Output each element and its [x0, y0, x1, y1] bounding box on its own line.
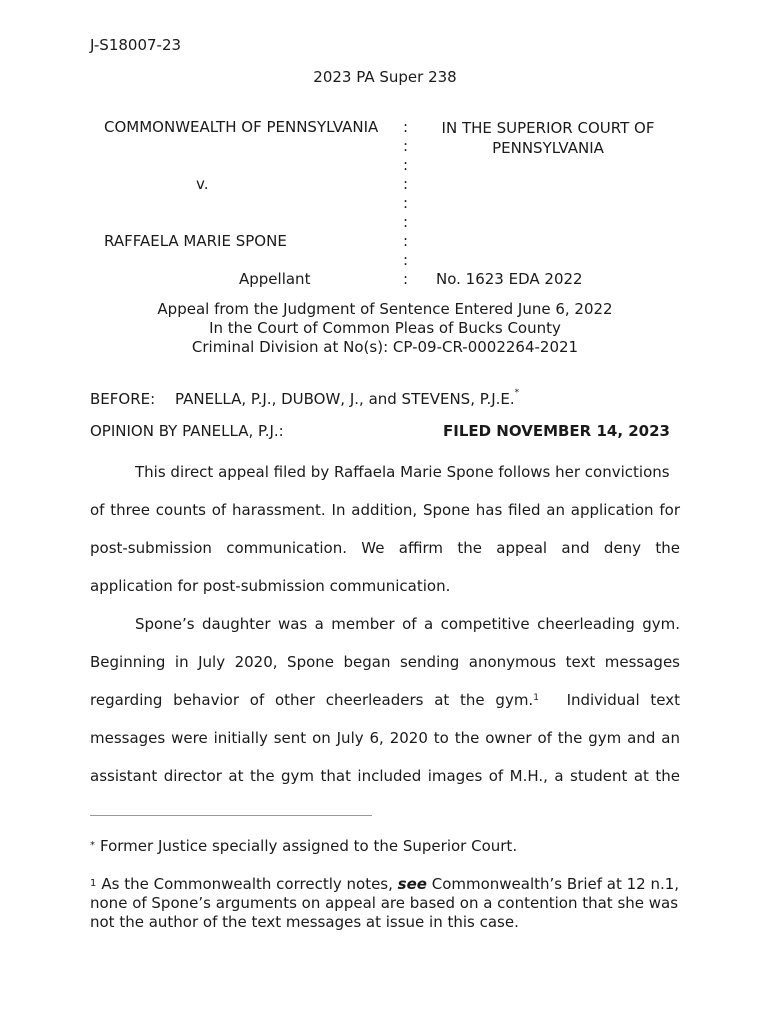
- body-line: post-submission communication. We affirm the appeal and deny the: [90, 539, 680, 557]
- footnote-star-text: Former Justice specially assigned to the Superior Court.: [100, 837, 518, 855]
- appeal-line-2: In the Court of Common Pleas of Bucks County: [209, 319, 561, 337]
- footnote-1-text-b: Commonwealth’s Brief at 12 n.1,: [431, 875, 680, 893]
- caption-colon: :: [403, 232, 409, 250]
- footnote-1-marker: 1: [90, 878, 97, 889]
- body-line-with-footnote: [90, 690, 680, 710]
- footnote-1: [90, 875, 685, 932]
- party-commonwealth: COMMONWEALTH OF PENNSYLVANIA: [104, 118, 379, 136]
- caption-colon: :: [403, 156, 409, 174]
- appeal-line-1: Appeal from the Judgment of Sentence Entered June 6, 2022: [157, 300, 613, 318]
- court-caption: [436, 118, 676, 288]
- body-text-segment: regarding behavior of other cheerleaders at the gym.: [90, 691, 534, 709]
- body-line: messages were initially sent on July 6, 2020 to the owner of the gym and an: [90, 729, 680, 747]
- appeal-description: [0, 300, 770, 357]
- filed-date: FILED NOVEMBER 14, 2023: [443, 422, 670, 440]
- appellant-role: Appellant: [239, 270, 311, 288]
- body-text-segment: Individual text: [566, 691, 680, 709]
- body-line: This direct appeal filed by Raffaela Marie Spone follows her convictions: [135, 463, 670, 481]
- docket-number: J-S18007-23: [90, 36, 182, 54]
- before-label: BEFORE:: [90, 390, 156, 408]
- versus: v.: [196, 175, 209, 193]
- caption-colon: :: [403, 194, 409, 212]
- footnote-star-marker: *: [90, 840, 95, 851]
- caption-colon: :: [403, 270, 409, 288]
- court-name-line2: PENNSYLVANIA: [492, 139, 604, 157]
- caption-colon: :: [403, 251, 409, 269]
- case-citation: 2023 PA Super 238: [313, 68, 457, 86]
- docket-no: No. 1623 EDA 2022: [436, 270, 583, 288]
- party-appellant-name: RAFFAELA MARIE SPONE: [104, 232, 287, 250]
- footnote-1-line-2: none of Spone’s arguments on appeal are based on a contention that she was: [90, 894, 679, 912]
- caption-colon: :: [403, 175, 409, 193]
- body-line: Beginning in July 2020, Spone began sending anonymous text messages: [90, 653, 680, 671]
- appeal-line-3: Criminal Division at No(s): CP-09-CR-0002264-2021: [191, 338, 579, 356]
- footnote-star: [90, 837, 685, 856]
- court-name-line1: IN THE SUPERIOR COURT OF: [441, 119, 655, 137]
- footnote-1-line-3: not the author of the text messages at issue in this case.: [90, 913, 519, 931]
- footnote-1-text-a: As the Commonwealth correctly notes,: [101, 875, 393, 893]
- opinion-by: OPINION BY PANELLA, P.J.:: [90, 422, 284, 440]
- footnote-ref-1: 1: [533, 693, 539, 703]
- panel-line: [90, 390, 519, 408]
- caption-colon: :: [403, 118, 409, 136]
- body-line: Spone’s daughter was a member of a competitive cheerleading gym.: [135, 615, 680, 633]
- body-line: assistant director at the gym that included images of M.H., a student at the: [90, 767, 680, 785]
- caption-colon: :: [403, 137, 409, 155]
- footnote-1-see-signal: see: [397, 875, 427, 893]
- body-line: application for post-submission communication.: [90, 577, 451, 595]
- panel-judges: PANELLA, P.J., DUBOW, J., and STEVENS, P.J.E.: [175, 390, 515, 408]
- footnote-divider: [90, 815, 372, 816]
- body-line: of three counts of harassment. In addition, Spone has filed an application for: [90, 501, 680, 519]
- caption-colon: :: [403, 213, 409, 231]
- judge-footnote-marker: *: [514, 388, 520, 398]
